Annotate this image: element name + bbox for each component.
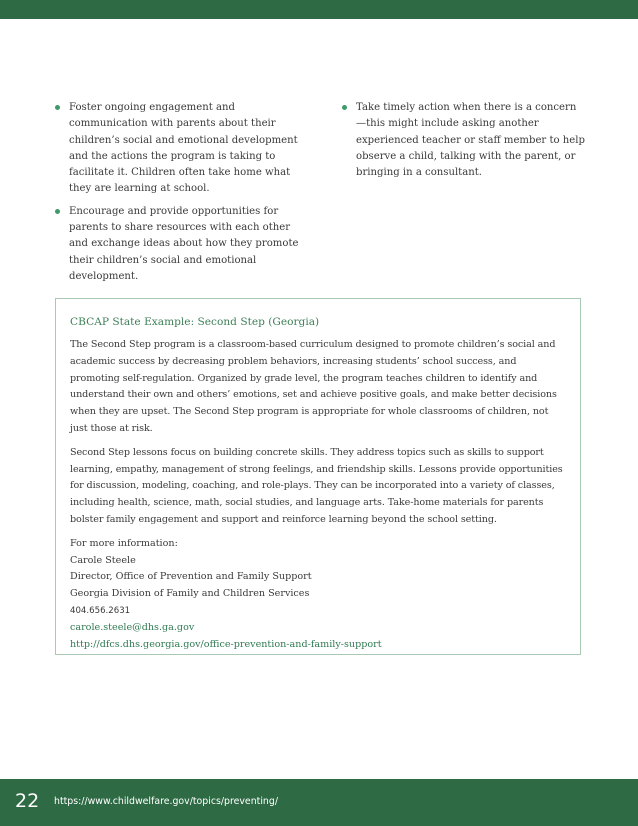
- contact-name: Carole Steele: [70, 554, 136, 566]
- footer-url-link[interactable]: https://www.childwelfare.gov/topics/preventing/: [54, 796, 278, 807]
- contact-website-link[interactable]: http://dfcs.dhs.georgia.gov/office-prevention-and-family-support: [70, 638, 382, 650]
- bullet-text: Take timely action when there is a concern—this might include asking another experienced teacher or staff member to help observe a child, talking with the parent, or bringing in a consultant.: [356, 102, 585, 179]
- page-number: 22: [15, 790, 40, 812]
- right-column: [342, 100, 585, 187]
- bullet-dot-icon: [342, 105, 347, 110]
- contact-title: Director, Office of Prevention and Family Support: [70, 571, 312, 583]
- bullet-item: [55, 100, 303, 198]
- callout-paragraph-1: The Second Step program is a classroom-based curriculum designed to promote children’s social and academic success by decreasing problem behaviors, increasing students’ school success, and promoting self-regulation. Organized by grade level, the program teaches children to identify and understand their own and others’ emotions, set and achieve positive goals, and make better decisions when they are upset. The Second Step program is appropriate for whole classrooms of children, not just those at risk.: [70, 339, 557, 434]
- state-example-callout: [55, 298, 581, 655]
- bullet-item: [55, 204, 303, 285]
- callout-content: [70, 315, 566, 653]
- top-header-bar: [0, 0, 638, 19]
- callout-paragraph-2: Second Step lessons focus on building concrete skills. They address topics such as skills to support learning, empathy, management of strong feelings, and friendship skills. Lessons provide opportunities for discussion, modeling, coaching, and role-plays. They can be incorporated into a variety of classes, including health, science, math, social studies, and language arts. Take-home materials for parents bolster family engagement and support and reinforce learning beyond the school setting.: [70, 446, 563, 525]
- contact-organization: Georgia Division of Family and Children Services: [70, 588, 310, 600]
- bullet-text: Encourage and provide opportunities for parents to share resources with each other and exchange ideas about how they promote their children’s social and emotional development.: [69, 205, 299, 282]
- bullet-text: Foster ongoing engagement and communication with parents about their children’s social and emotional development and the actions the program is taking to facilitate it. Children often take home what they are learning at school.: [69, 102, 298, 195]
- info-heading: For more information:: [70, 537, 178, 549]
- bullet-dot-icon: [55, 209, 60, 214]
- contact-email-link[interactable]: carole.steele@dhs.ga.gov: [70, 621, 195, 633]
- bullet-item: [342, 100, 585, 181]
- callout-title: CBCAP State Example: Second Step (Georgia): [70, 316, 320, 328]
- footer-bar: [0, 779, 638, 826]
- contact-phone: 404.656.2631: [70, 605, 131, 616]
- bullet-dot-icon: [55, 105, 60, 110]
- left-column: [55, 100, 303, 291]
